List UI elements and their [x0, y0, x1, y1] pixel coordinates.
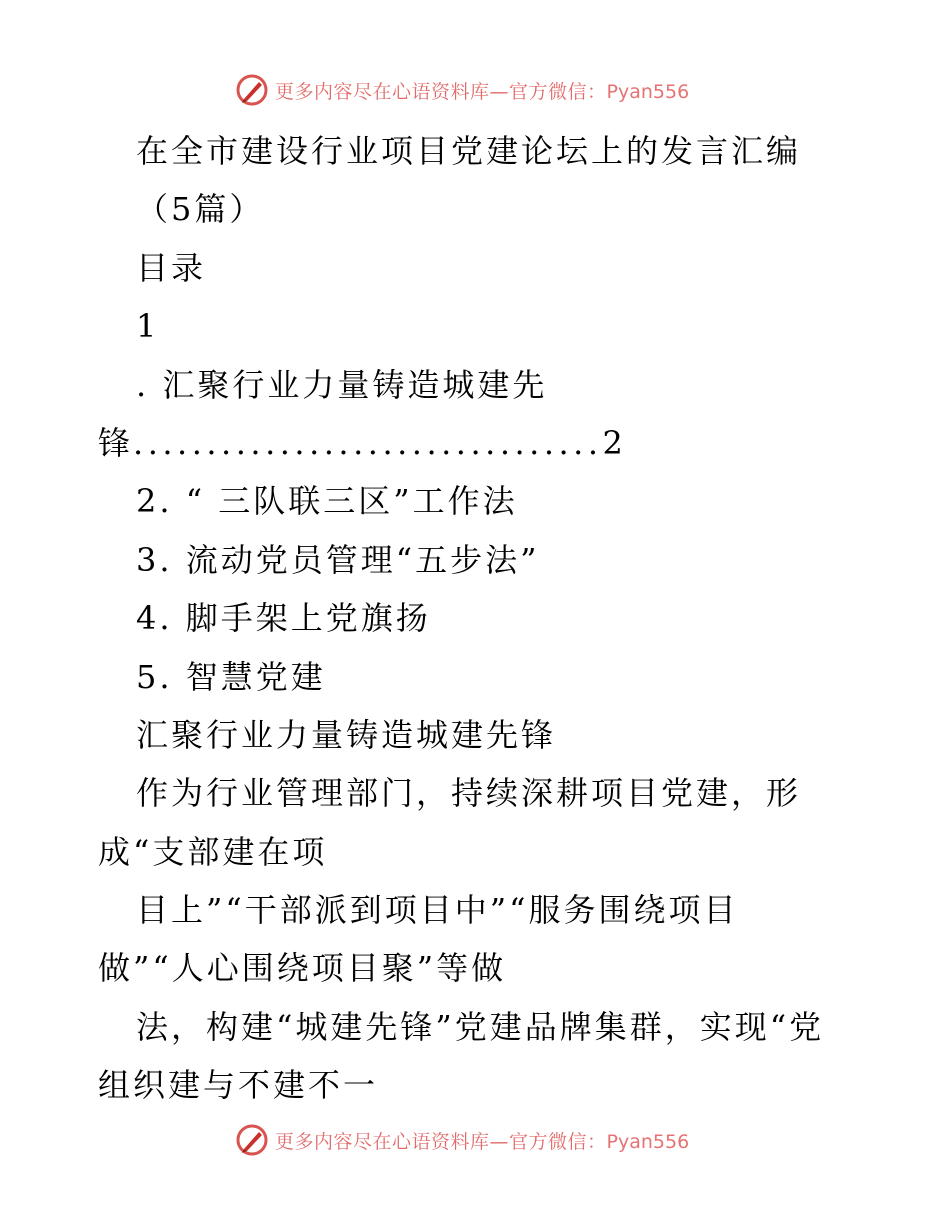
toc-item-2: 2. “ 三队联三区”工作法: [136, 482, 518, 521]
toc-item-3: 3. 流动党员管理“五步法”: [136, 540, 540, 579]
document-body: [98, 122, 858, 1115]
header-watermark-banner: [235, 72, 689, 108]
body-line-5: 法，构建“城建先锋”党建品牌集群，实现“党: [136, 1007, 825, 1046]
toc-item-1-leader: [98, 414, 858, 472]
toc-item-4: 4. 脚手架上党旗扬: [136, 599, 431, 638]
body-line-6: 组织建与不建不一: [98, 1066, 379, 1105]
toc-item-1-text: . 汇聚行业力量铸造城建先: [136, 365, 548, 404]
document-title-line-1: 在全市建设行业项目党建论坛上的发言汇编: [136, 132, 802, 170]
toc-item-1-text-cont: 锋: [98, 423, 134, 462]
pen-logo-icon: [235, 1123, 269, 1157]
banner-account: Pyan556: [606, 1130, 690, 1153]
toc-heading: 目录: [136, 248, 207, 287]
body-line-3: 目上”“干部派到项目中”“服务围绕项目: [136, 891, 739, 930]
banner-text: 更多内容尽在心语资料库—官方微信：: [275, 80, 607, 103]
document-title-line-2: （5篇）: [136, 190, 265, 229]
pen-logo-icon: [235, 73, 269, 107]
toc-item-5: 5. 智慧党建: [136, 657, 326, 696]
body-line-2: 成“支部建在项: [98, 832, 328, 871]
toc-item-1-number: 1: [136, 307, 160, 346]
body-line-4: 做”“人心围绕项目聚”等做: [98, 949, 507, 988]
footer-watermark-banner: [235, 1122, 689, 1158]
banner-text: 更多内容尽在心语资料库—官方微信：: [275, 1130, 607, 1153]
section-heading: 汇聚行业力量铸造城建先锋: [136, 715, 557, 754]
toc-item-1-page: 2: [602, 423, 626, 462]
banner-account: Pyan556: [606, 80, 690, 103]
body-line-1: 作为行业管理部门，持续深耕项目党建，形: [136, 774, 802, 813]
toc-item-1-dots: ................................: [133, 423, 603, 462]
